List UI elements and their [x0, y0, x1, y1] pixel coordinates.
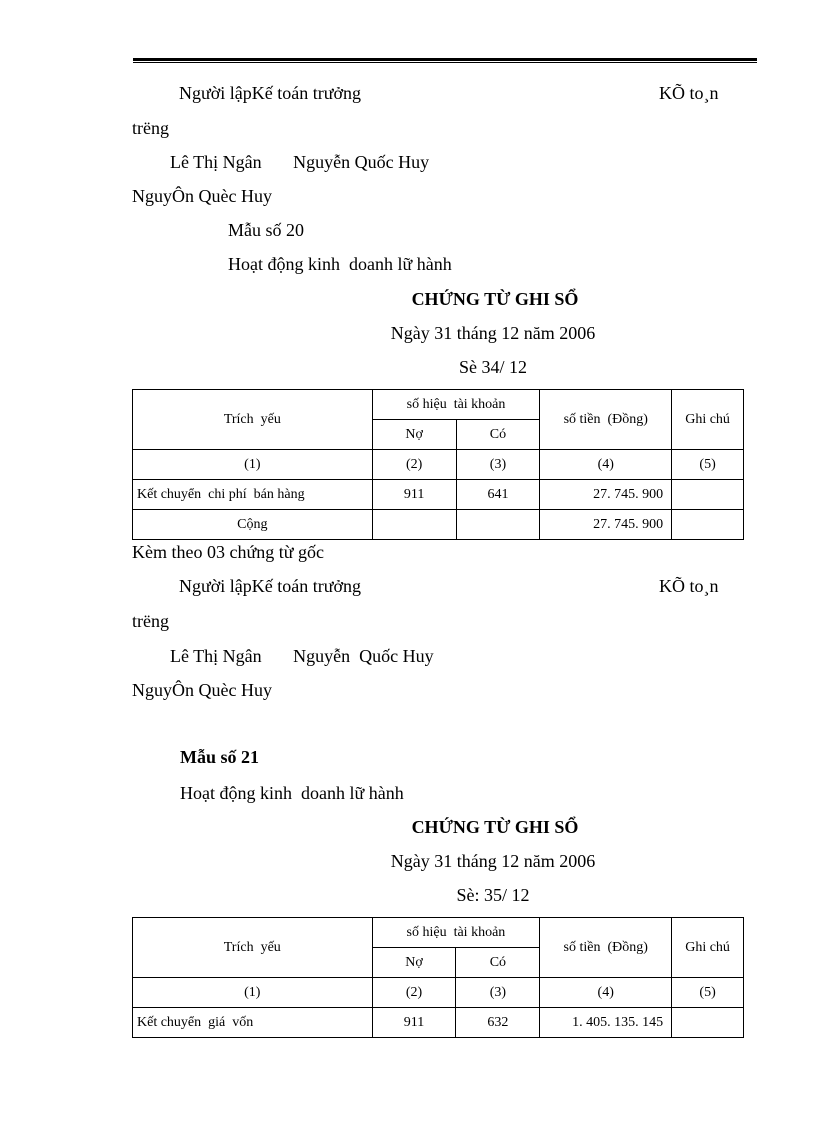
header-debit: Nợ	[372, 948, 456, 978]
header-rule	[133, 58, 757, 63]
header-debit: Nợ	[372, 420, 456, 450]
header-note: Ghi chú	[672, 390, 744, 450]
form-title: CHỨNG TỪ GHI SỔ	[411, 817, 579, 837]
table-row	[133, 450, 744, 480]
form-date: Ngày 31 tháng 12 năm 2006	[390, 323, 596, 343]
row-credit: 632	[456, 1008, 540, 1038]
row-note	[672, 510, 744, 540]
form-activity: Hoạt động kinh doanh lữ hành	[228, 254, 452, 274]
header-credit: Có	[456, 948, 540, 978]
form-number: Mẫu số 20	[228, 220, 304, 240]
row-desc: Cộng	[133, 510, 373, 540]
row-debit: 911	[372, 1008, 456, 1038]
voucher-table	[132, 917, 744, 1038]
header-account: số hiệu tài khoản	[372, 390, 540, 420]
table-row	[133, 510, 744, 540]
signature-name-cont: NguyÔn Quèc Huy	[132, 680, 272, 700]
row-desc: Kết chuyển chi phí bán hàng	[133, 480, 373, 510]
row-debit	[372, 510, 456, 540]
table-row	[133, 480, 744, 510]
header-account: số hiệu tài khoản	[372, 918, 540, 948]
col-num: (1)	[133, 978, 373, 1008]
form-title: CHỨNG TỪ GHI SỔ	[411, 289, 579, 309]
row-note	[672, 480, 744, 510]
signature-names: Lê Thị Ngân Nguyễn Quốc Huy	[170, 646, 434, 666]
form-number: Mẫu số 21	[180, 747, 260, 767]
header-amount: số tiền (Đồng)	[540, 390, 672, 450]
signature-role-cont: trëng	[132, 611, 169, 631]
header-note: Ghi chú	[672, 918, 744, 978]
signature-role-cont: trëng	[132, 118, 169, 138]
signature-names: Lê Thị Ngân Nguyễn Quốc Huy	[170, 152, 430, 172]
row-credit: 641	[456, 480, 540, 510]
row-debit: 911	[372, 480, 456, 510]
row-amount: 1. 405. 135. 145	[540, 1008, 672, 1038]
row-credit	[456, 510, 540, 540]
signature-role-right: KÕ to¸n	[659, 576, 719, 596]
header-desc: Trích yếu	[133, 918, 373, 978]
form-activity: Hoạt động kinh doanh lữ hành	[180, 783, 404, 803]
col-num: (4)	[540, 978, 672, 1008]
form-date: Ngày 31 tháng 12 năm 2006	[390, 851, 596, 871]
table-row	[133, 1008, 744, 1038]
col-num: (2)	[372, 978, 456, 1008]
table-row	[133, 978, 744, 1008]
row-amount: 27. 745. 900	[540, 510, 672, 540]
form-voucher-number: Sè: 35/ 12	[456, 885, 530, 905]
form-voucher-number: Sè 34/ 12	[458, 357, 527, 377]
header-desc: Trích yếu	[133, 390, 373, 450]
col-num: (2)	[372, 450, 456, 480]
col-num: (1)	[133, 450, 373, 480]
col-num: (4)	[540, 450, 672, 480]
col-num: (5)	[672, 978, 744, 1008]
row-note	[672, 1008, 744, 1038]
signature-name-cont: NguyÔn Quèc Huy	[132, 186, 272, 206]
signature-roles: Người lậpKế toán trưởng	[179, 83, 362, 103]
col-num: (5)	[672, 450, 744, 480]
signature-role-right: KÕ to¸n	[659, 83, 719, 103]
signature-roles: Người lậpKế toán trưởng	[179, 576, 362, 596]
header-amount: số tiền (Đồng)	[540, 918, 672, 978]
attached-docs: Kèm theo 03 chứng từ gốc	[132, 542, 324, 562]
header-credit: Có	[456, 420, 540, 450]
col-num: (3)	[456, 450, 540, 480]
voucher-table	[132, 389, 744, 540]
col-num: (3)	[456, 978, 540, 1008]
row-desc: Kết chuyển giá vốn	[133, 1008, 373, 1038]
row-amount: 27. 745. 900	[540, 480, 672, 510]
